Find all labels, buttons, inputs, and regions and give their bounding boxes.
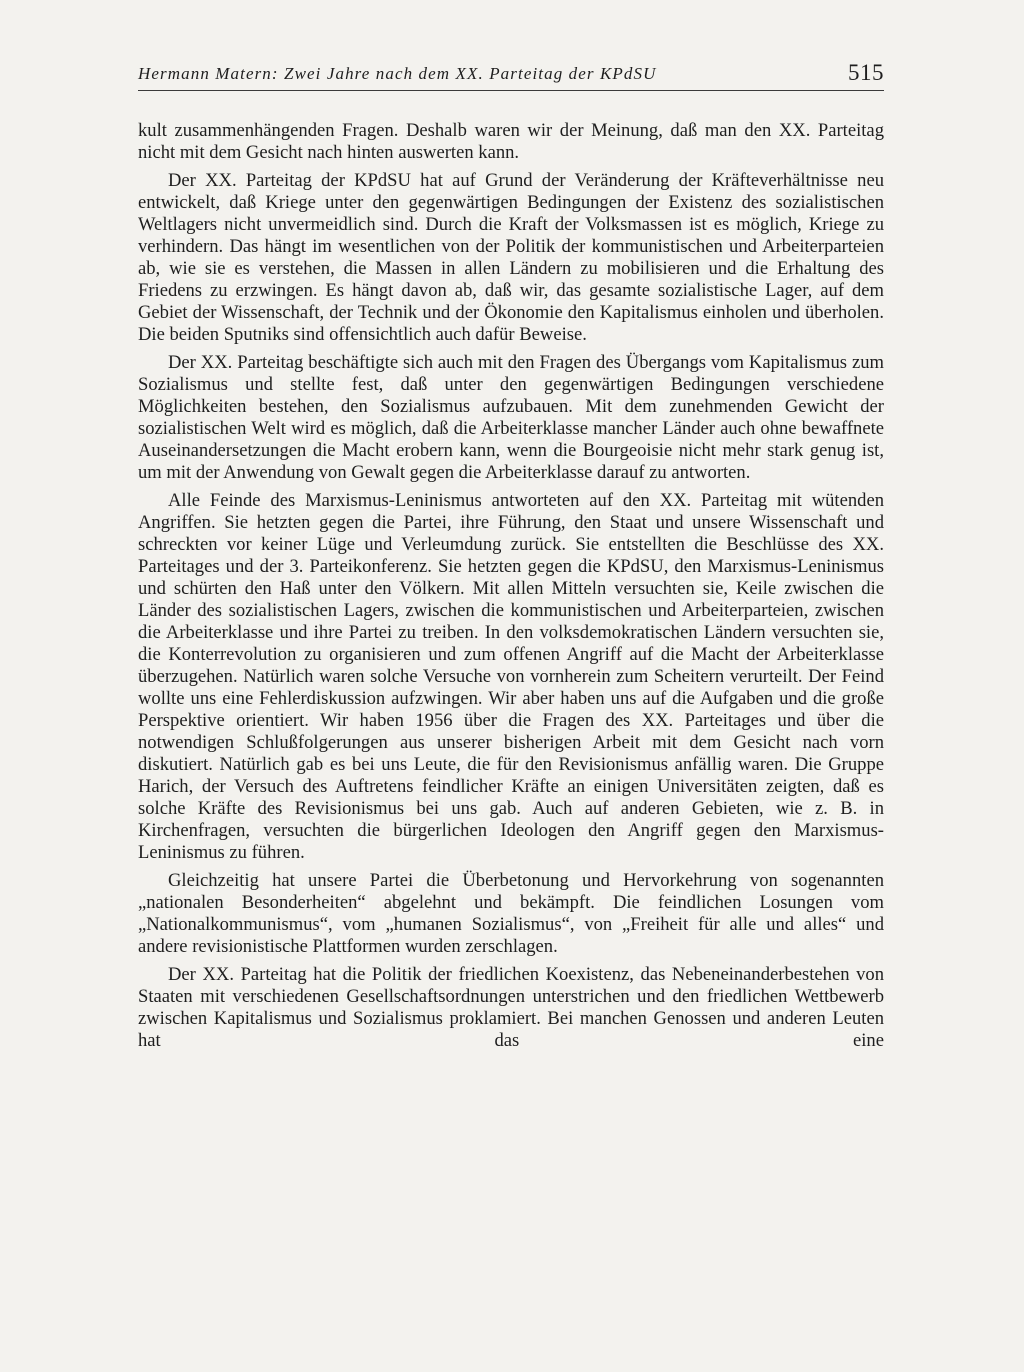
running-header: [138, 60, 884, 91]
paragraph-uebergang: Der XX. Parteitag beschäftigte sich auch mit den Fragen des Übergangs vom Kapitalismus zum Sozialismus und stellte fest, daß unter den gegenwärtigen Bedingungen verschiedene Möglichkeiten bestehen, den Sozialismus aufzubauen. Mit dem zunehmenden Gewicht der sozialistischen Welt wird es möglich, daß die Arbeiterklasse mancher Länder auch ohne bewaffnete Auseinandersetzungen die Macht erobern kann, wenn die Bourgeoisie nicht mehr stark genug ist, um mit der Anwendung von Gewalt gegen die Arbeiterklasse darauf zu antworten.: [138, 352, 884, 483]
paragraph-feinde: Alle Feinde des Marxismus-Leninismus antworteten auf den XX. Parteitag mit wütenden Angriffen. Sie hetzten gegen die Partei, ihre Führung, den Staat und unsere Wissenschaft und schreckten vor keiner Lüge und Verleumdung zurück. Sie entstellten die Beschlüsse des XX. Parteitages und der 3. Parteikonferenz. Sie hetzten gegen die KPdSU, den Marxismus-Leninismus und schürten den Haß unter den Völkern. Mit allen Mitteln versuchten sie, Keile zwischen die Länder des sozialistischen Lagers, zwischen die kommunistischen und Arbeiterparteien, zwischen die Arbeiterklasse und ihre Partei zu treiben. In den volksdemokratischen Ländern versuchten sie, die Konterrevolution zu organisieren und zum offenen Angriff auf die Macht der Arbeiterklasse überzugehen. Natürlich waren solche Versuche von vornherein zum Scheitern verurteilt. Der Feind wollte uns eine Fehlerdiskussion aufzwingen. Wir aber haben uns auf die Aufgaben und die große Perspektive orientiert. Wir haben 1956 über die Fragen des XX. Parteitages und über die notwendigen Schlußfolgerungen aus unserer bisherigen Arbeit mit dem Gesicht nach vorn diskutiert. Natürlich gab es bei uns Leute, die für den Revisionismus anfällig waren. Die Gruppe Harich, der Versuch des Auftretens feindlicher Kräfte an einigen Universitäten zeigten, daß es solche Kräfte des Revisionismus bei uns gab. Auch auf anderen Gebieten, wie z. B. in Kirchenfragen, versuchten die bürgerlichen Ideologen den Angriff gegen den Marxismus-Leninismus zu führen.: [138, 490, 884, 863]
paragraph-besonderheiten: Gleichzeitig hat unsere Partei die Überbetonung und Hervorkehrung von sogenannten „nationalen Besonderheiten“ abgelehnt und bekämpft. Die feindlichen Losungen vom „Nationalkommunismus“, vom „humanen Sozialismus“, von „Freiheit für alle und alles“ und andere revisionistische Plattformen wurden zerschlagen.: [138, 870, 884, 957]
paragraph-kriege: Der XX. Parteitag der KPdSU hat auf Grund der Veränderung der Kräfteverhältnisse neu entwickelt, daß Kriege unter den gegenwärtigen Bedingungen der Existenz des sozialistischen Weltlagers nicht unvermeidlich sind. Durch die Kraft der Volksmassen ist es möglich, Kriege zu verhindern. Das hängt im wesentlichen von der Politik der kommunistischen und Arbeiterparteien ab, wie sie es verstehen, die Massen in allen Ländern zu mobilisieren und die Erhaltung des Friedens zu erzwingen. Es hängt davon ab, daß wir, das gesamte sozialistische Lager, auf dem Gebiet der Wissenschaft, der Technik und der Ökonomie den Kapitalismus einholen und überholen. Die beiden Sputniks sind offensichtlich auch dafür Beweise.: [138, 170, 884, 345]
page-number: 515: [848, 60, 884, 85]
paragraph-koexistenz: Der XX. Parteitag hat die Politik der friedlichen Koexistenz, das Nebeneinanderbestehen von Staaten mit verschiedenen Gesellschaftsordnungen unterstrichen und den friedlichen Wettbewerb zwischen Kapitalismus und Sozialismus proklamiert. Bei manchen Genossen und anderen Leuten hat das eine: [138, 964, 884, 1051]
paragraph-continuation: kult zusammenhängenden Fragen. Deshalb waren wir der Meinung, daß man den XX. Parteitag nicht mit dem Gesicht nach hinten auswerten kann.: [138, 120, 884, 163]
running-title: Hermann Matern: Zwei Jahre nach dem XX. Parteitag der KPdSU: [138, 64, 657, 83]
body-text: [138, 120, 884, 1058]
